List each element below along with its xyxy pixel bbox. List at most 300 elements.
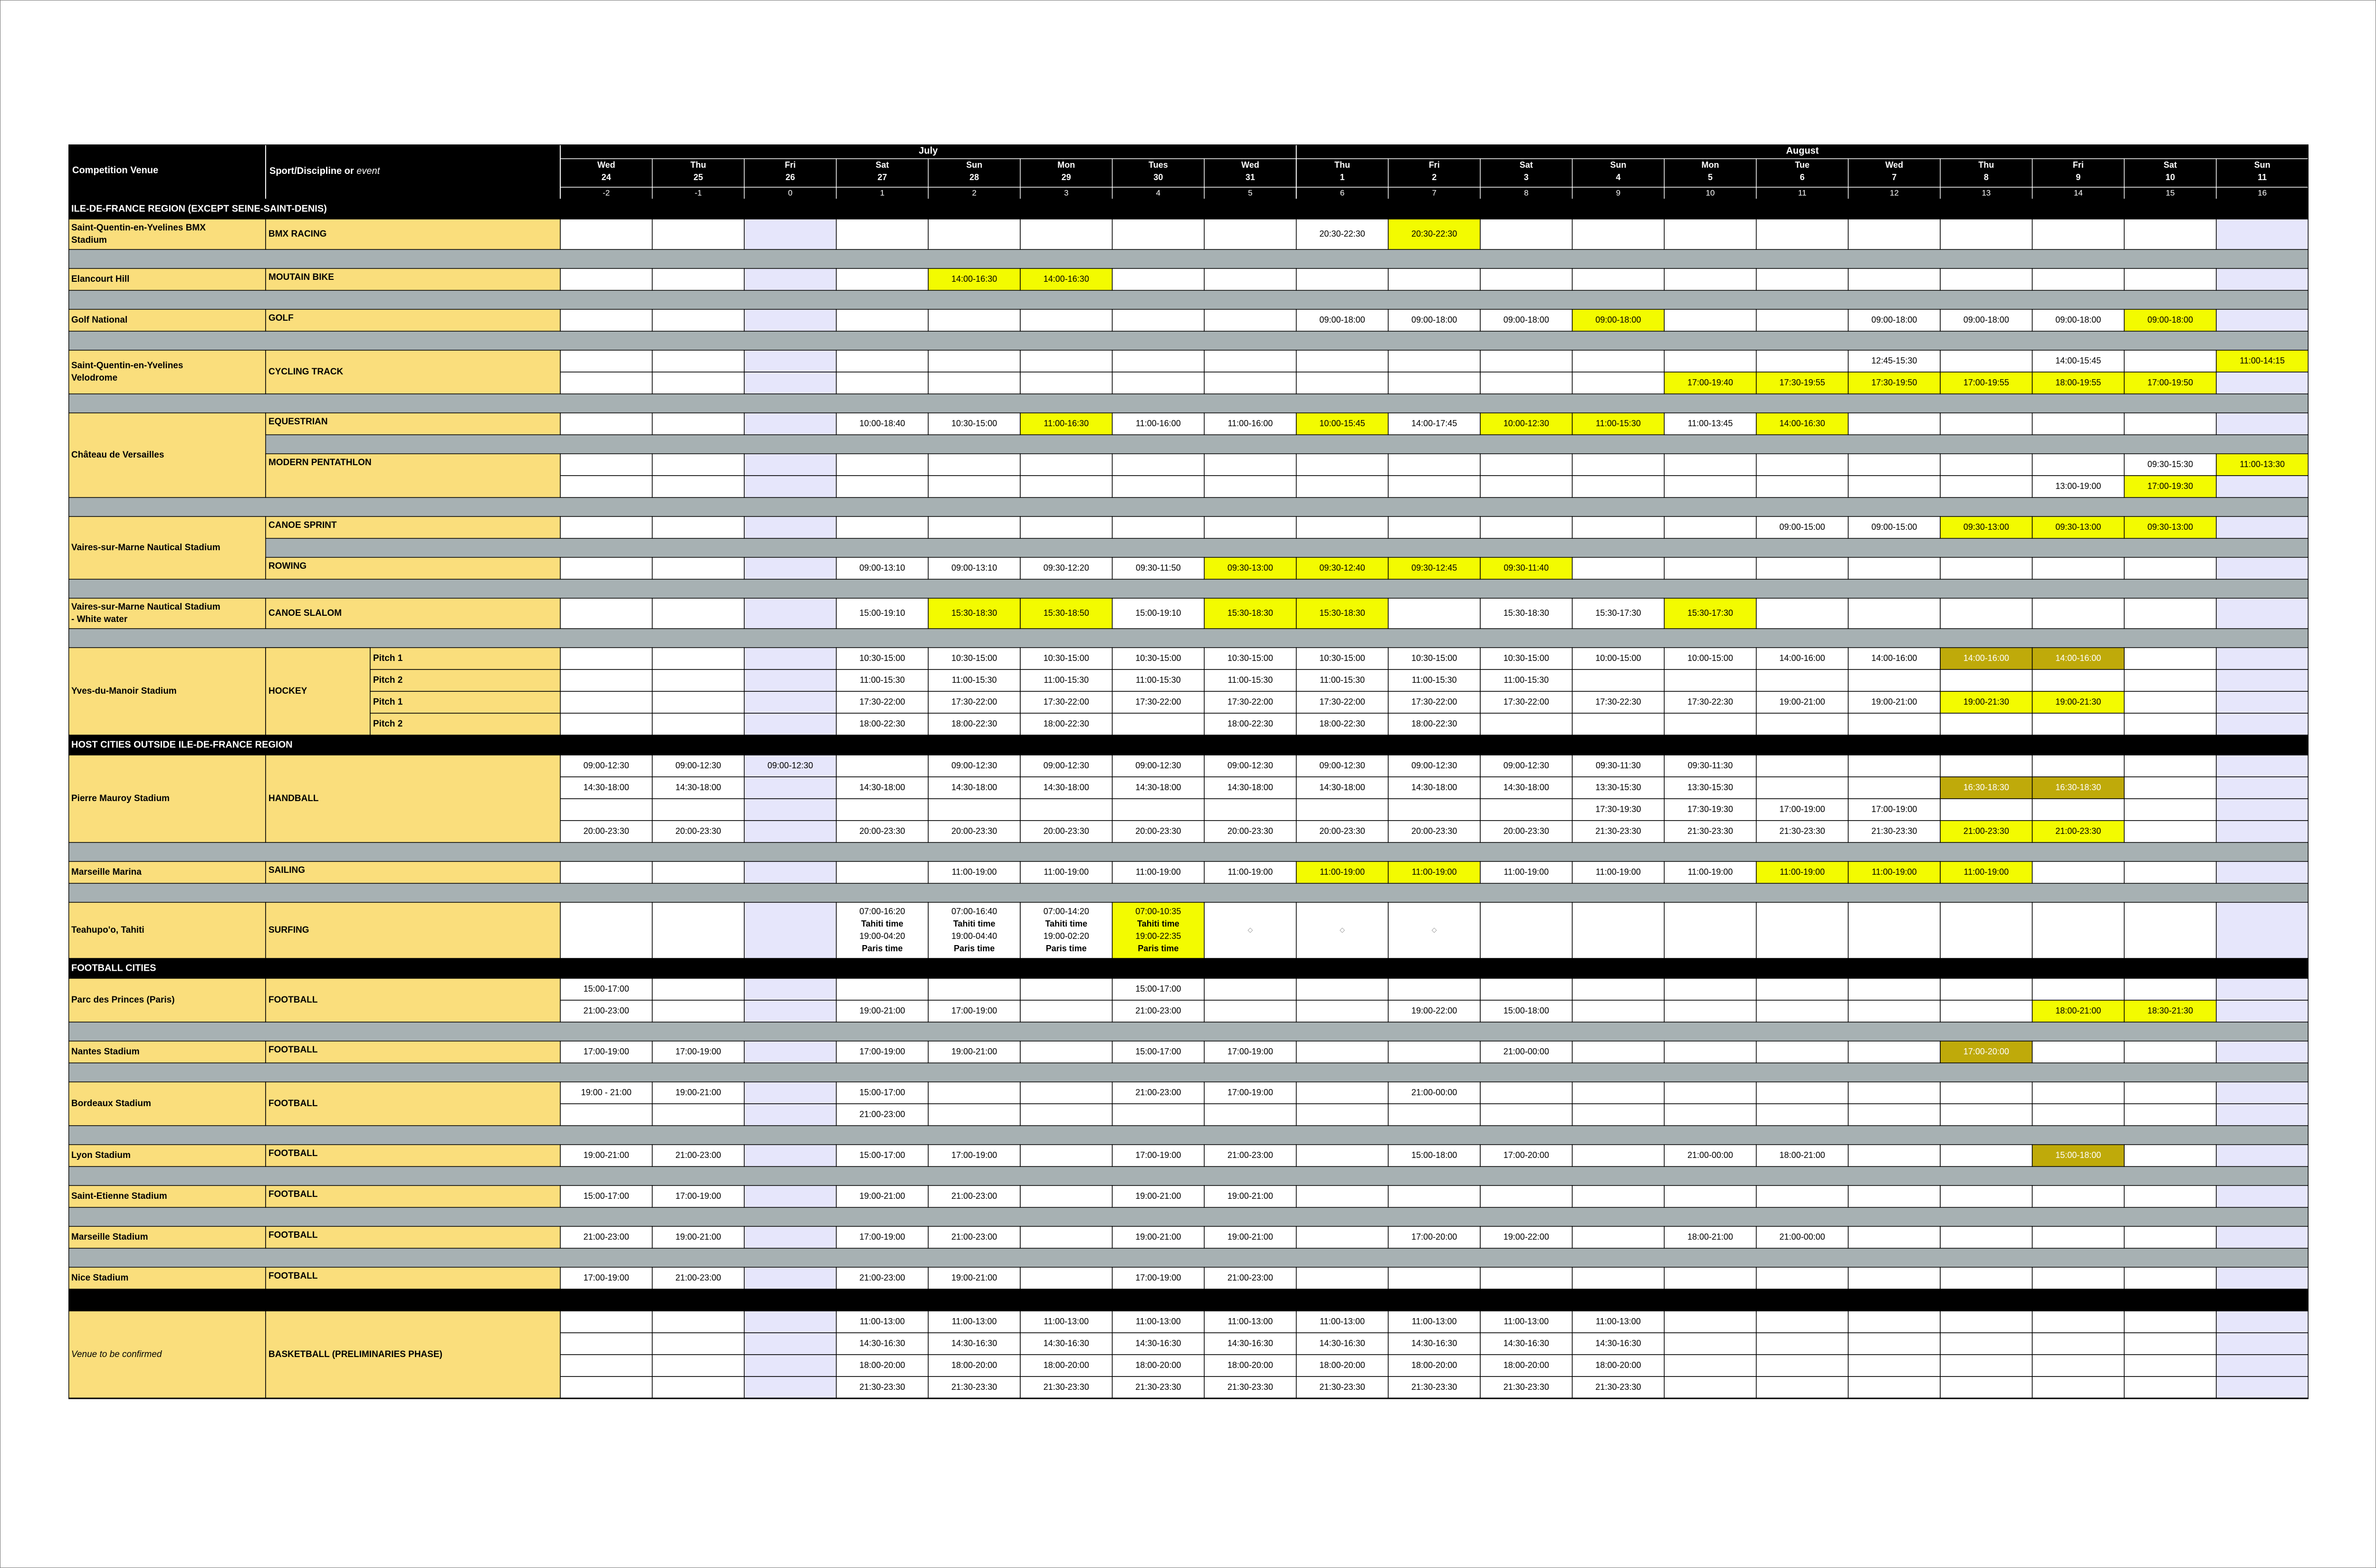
day-date: 10: [2165, 172, 2175, 182]
schedule-cell: [1296, 454, 1389, 476]
schedule-cell: [2124, 1333, 2216, 1355]
spacer-band: [68, 1022, 2309, 1041]
schedule-cell: [1572, 902, 1665, 958]
schedule-cell: [1296, 1082, 1389, 1104]
session-time: 18:00-22:30: [859, 718, 905, 728]
schedule-cell: [2124, 1311, 2216, 1333]
session-time: 10:30-15:00: [1135, 653, 1181, 663]
session-time: 21:00-23:00: [859, 1109, 905, 1119]
session-time: 14:30-16:30: [1595, 1338, 1641, 1348]
session-time: 21:00-23:00: [675, 1272, 721, 1282]
schedule-cell: [1480, 799, 1572, 821]
session-time: 21:00-23:00: [859, 1272, 905, 1282]
session-time: 21:00-23:00: [951, 1232, 997, 1242]
schedule-cell: [1112, 1104, 1205, 1126]
schedule-cell: [2032, 557, 2125, 579]
schedule-cell: [2124, 598, 2216, 629]
olympic-schedule-table: [68, 144, 2309, 1446]
session-time: 15:00-17:00: [1135, 984, 1181, 994]
schedule-cell: [1204, 372, 1296, 394]
schedule-cell: [1664, 309, 1756, 331]
day-number: 10: [1705, 188, 1715, 198]
schedule-cell: [928, 516, 1020, 538]
schedule-cell: [652, 268, 745, 290]
schedule-cell: [560, 454, 652, 476]
schedule-cell: [1664, 454, 1756, 476]
session-time: 15:30-18:30: [1227, 608, 1274, 618]
schedule-cell: [1296, 1000, 1389, 1022]
session-time: Paris time: [862, 943, 903, 953]
schedule-cell: [1020, 219, 1112, 249]
schedule-cell: [1664, 268, 1756, 290]
schedule-cell: [1848, 978, 1940, 1000]
schedule-cell: [1848, 413, 1940, 435]
schedule-cell: [836, 799, 929, 821]
schedule-cell: [652, 861, 745, 883]
session-time: 12:45-15:30: [1871, 355, 1917, 365]
session-time: 21:30-23:30: [1595, 1382, 1641, 1392]
session-time: 11:00-13:00: [1504, 1316, 1549, 1326]
session-time: 11:00-13:45: [1687, 418, 1733, 428]
session-time: 17:30-19:50: [1871, 377, 1917, 387]
session-time: 09:00-12:30: [1319, 760, 1365, 770]
session-time: 09:30-13:00: [1963, 522, 2009, 532]
session-time: 18:00-20:00: [1595, 1360, 1641, 1370]
schedule-cell: [2216, 1186, 2309, 1207]
session-time: 09:30-13:00: [1227, 563, 1274, 573]
schedule-cell: [1020, 309, 1112, 331]
schedule-cell: [1664, 1355, 1756, 1377]
spacer-band: [68, 1063, 2309, 1082]
schedule-cell: [1480, 1267, 1572, 1289]
schedule-cell: [1756, 1333, 1849, 1355]
schedule-cell: [1296, 476, 1389, 497]
schedule-cell: [1756, 1267, 1849, 1289]
schedule-cell: [1756, 557, 1849, 579]
session-time: 13:30-15:30: [1595, 782, 1641, 792]
schedule-cell: [1848, 598, 1940, 629]
schedule-cell: [1572, 557, 1665, 579]
schedule-cell: [1848, 1041, 1940, 1063]
day-date: 6: [1800, 172, 1805, 182]
schedule-cell: [1572, 669, 1665, 691]
schedule-cell: [1296, 1267, 1389, 1289]
session-time: Tahiti time: [953, 918, 996, 928]
session-time: 17:00-20:00: [1411, 1232, 1457, 1242]
schedule-cell: [1480, 268, 1572, 290]
schedule-cell: [1296, 1145, 1389, 1166]
schedule-cell: [2032, 1186, 2125, 1207]
schedule-cell: [2032, 713, 2125, 735]
section-title: FOOTBALL CITIES: [71, 963, 156, 974]
session-time: 14:30-18:00: [1135, 782, 1181, 792]
schedule-cell: [1848, 1226, 1940, 1248]
schedule-cell: [652, 902, 745, 958]
schedule-cell: [1664, 476, 1756, 497]
session-time: 09:30-11:50: [1136, 563, 1181, 573]
schedule-cell: [2124, 1377, 2216, 1398]
pitch-label: Pitch 1: [373, 653, 403, 664]
schedule-cell: [1848, 268, 1940, 290]
session-time: 19:00-04:40: [951, 931, 997, 941]
schedule-cell: [744, 1082, 836, 1104]
day-number: -2: [603, 188, 610, 198]
schedule-cell: [2032, 1226, 2125, 1248]
schedule-cell: [1020, 372, 1112, 394]
session-time: 21:00-23:00: [675, 1150, 721, 1160]
schedule-cell: [652, 476, 745, 497]
session-time: 11:00-15:30: [951, 675, 997, 685]
schedule-cell: [2124, 413, 2216, 435]
session-time: 21:00-23:00: [1227, 1272, 1274, 1282]
session-time: 11:00-19:00: [1411, 867, 1457, 877]
schedule-cell: [744, 1311, 836, 1333]
session-time: 17:00-20:00: [1963, 1046, 2009, 1056]
schedule-cell: [1112, 454, 1205, 476]
schedule-cell: [1296, 1104, 1389, 1126]
session-time: 19:00-21:00: [951, 1046, 997, 1056]
session-time: 15:30-18:30: [951, 608, 997, 618]
session-time: 09:00-18:00: [1411, 315, 1457, 325]
schedule-cell: [652, 691, 745, 713]
sport-name: HANDBALL: [268, 794, 319, 804]
schedule-cell: [744, 1355, 836, 1377]
schedule-cell: [744, 713, 836, 735]
schedule-cell: [652, 713, 745, 735]
sport-name: HOCKEY: [268, 686, 307, 697]
session-time: 09:30-11:30: [1687, 760, 1733, 770]
schedule-cell: [652, 413, 745, 435]
schedule-cell: [2124, 799, 2216, 821]
schedule-cell: [1480, 902, 1572, 958]
schedule-cell: [744, 268, 836, 290]
schedule-cell: [652, 309, 745, 331]
schedule-cell: [1020, 1104, 1112, 1126]
session-time: 14:00-16:30: [951, 274, 997, 284]
schedule-cell: [2124, 1041, 2216, 1063]
session-time: 18:00-20:00: [1043, 1360, 1089, 1370]
schedule-cell: [1848, 1377, 1940, 1398]
schedule-cell: [560, 799, 652, 821]
schedule-cell: [560, 1355, 652, 1377]
session-time: 21:00-00:00: [1411, 1087, 1457, 1097]
schedule-cell: [2216, 1082, 2309, 1104]
schedule-cell: [744, 1226, 836, 1248]
schedule-cell: [1388, 799, 1480, 821]
schedule-cell: [1480, 454, 1572, 476]
session-time: 14:30-16:30: [1135, 1338, 1181, 1348]
session-time: Tahiti time: [1137, 918, 1179, 928]
session-time: 11:00-15:30: [1227, 675, 1273, 685]
schedule-cell: [2216, 1041, 2309, 1063]
session-time: 15:00-19:10: [859, 608, 905, 618]
session-time: 21:30-23:30: [1043, 1382, 1089, 1392]
spacer-band: [68, 538, 2309, 557]
venue-name: Stadium: [71, 235, 107, 246]
schedule-cell: [744, 350, 836, 372]
header-venue-label: Competition Venue: [72, 165, 159, 176]
session-time: 19:00-22:00: [1411, 1005, 1457, 1015]
session-time: 21:30-23:30: [1411, 1382, 1457, 1392]
schedule-cell: [1388, 978, 1480, 1000]
schedule-cell: [744, 1104, 836, 1126]
schedule-cell: [2032, 902, 2125, 958]
schedule-cell: [1112, 219, 1205, 249]
schedule-cell: [1296, 372, 1389, 394]
session-time: 21:00-00:00: [1503, 1046, 1549, 1056]
header-sport-label: Sport/Discipline or event: [269, 166, 380, 177]
schedule-cell: [1848, 557, 1940, 579]
schedule-cell: [1940, 454, 2032, 476]
venue-name: Venue to be confirmed: [71, 1349, 162, 1360]
day-name: Tue: [1795, 160, 1810, 170]
session-time: 07:00-16:40: [951, 906, 997, 916]
session-time: 21:30-23:30: [1227, 1382, 1274, 1392]
schedule-cell: [1940, 476, 2032, 497]
schedule-cell: [928, 219, 1020, 249]
schedule-cell: [1296, 1186, 1389, 1207]
schedule-cell: [1572, 219, 1665, 249]
schedule-cell: [1664, 1082, 1756, 1104]
schedule-cell: [1204, 1000, 1296, 1022]
spacer-band: [68, 629, 2309, 648]
schedule-cell: [744, 516, 836, 538]
schedule-cell: [1756, 1186, 1849, 1207]
venue-name: - White water: [71, 614, 128, 625]
session-time: 09:00-12:30: [675, 760, 721, 770]
day-name: Sun: [966, 160, 983, 170]
venue-name: Parc des Princes (Paris): [71, 995, 175, 1005]
venue-name: Velodrome: [71, 373, 118, 383]
schedule-cell: [928, 372, 1020, 394]
session-time: 17:00-19:00: [951, 1005, 997, 1015]
session-time: 09:00-15:00: [1779, 522, 1825, 532]
session-time: 19:00-21:00: [1779, 697, 1825, 707]
session-time: 10:30-15:00: [1503, 653, 1549, 663]
session-time: 14:30-16:30: [1319, 1338, 1365, 1348]
schedule-cell: [2032, 454, 2125, 476]
schedule-cell: [1940, 1377, 2032, 1398]
day-number: 12: [1889, 188, 1899, 198]
schedule-cell: [836, 268, 929, 290]
session-time: 17:30-22:00: [1503, 697, 1549, 707]
day-name: Thu: [1978, 160, 1994, 170]
day-name: Thu: [1334, 160, 1351, 170]
sport-name: FOOTBALL: [268, 1099, 318, 1109]
schedule-cell: [1572, 1104, 1665, 1126]
schedule-cell: [1296, 799, 1389, 821]
sport-name: FOOTBALL: [268, 1045, 318, 1055]
day-number: 11: [1798, 188, 1807, 198]
session-time: 10:00-15:45: [1319, 418, 1365, 428]
schedule-cell: [744, 777, 836, 799]
session-time: 20:00-23:30: [859, 826, 905, 836]
session-time: 21:30-23:30: [859, 1382, 905, 1392]
schedule-cell: [2032, 1355, 2125, 1377]
month-august: August: [1786, 145, 1819, 156]
session-time: 17:30-22:00: [951, 697, 997, 707]
session-time: 09:30-11:30: [1596, 760, 1641, 770]
schedule-cell: [1112, 713, 1205, 735]
venue-name: Château de Versailles: [71, 450, 164, 460]
schedule-cell: [2124, 1267, 2216, 1289]
schedule-cell: [560, 219, 652, 249]
day-number: 16: [2258, 188, 2267, 198]
session-time: 21:30-23:30: [951, 1382, 997, 1392]
schedule-cell: [652, 978, 745, 1000]
section-title: HOST CITIES OUTSIDE ILE-DE-FRANCE REGION: [71, 739, 293, 750]
schedule-cell: [1572, 372, 1665, 394]
session-time: 20:00-23:30: [675, 826, 721, 836]
schedule-cell: [1940, 1145, 2032, 1166]
session-time: 10:30-15:00: [1043, 653, 1089, 663]
schedule-cell: [1940, 1333, 2032, 1355]
session-time: 17:30-22:00: [1135, 697, 1181, 707]
schedule-cell: [1756, 777, 1849, 799]
session-time: 11:00-13:00: [1227, 1316, 1273, 1326]
session-time: 21:30-23:30: [1319, 1382, 1365, 1392]
schedule-cell: [2124, 1226, 2216, 1248]
schedule-cell: [1204, 268, 1296, 290]
schedule-cell: [744, 799, 836, 821]
table-header: [68, 144, 2309, 199]
session-time: 21:00-23:00: [583, 1232, 629, 1242]
day-number: 1: [880, 188, 885, 198]
session-time: 21:30-23:30: [1135, 1382, 1181, 1392]
schedule-cell: [1664, 1333, 1756, 1355]
session-time: 11:00-15:30: [1411, 675, 1457, 685]
schedule-cell: [1940, 1186, 2032, 1207]
spacer-band: [68, 1126, 2309, 1145]
session-time: 17:30-22:30: [1687, 697, 1734, 707]
schedule-cell: [1112, 476, 1205, 497]
session-time: 21:00-00:00: [1687, 1150, 1734, 1160]
schedule-cell: [1388, 1186, 1480, 1207]
schedule-cell: [1572, 1082, 1665, 1104]
schedule-cell: [928, 978, 1020, 1000]
session-time: 18:00-22:30: [1227, 718, 1274, 728]
schedule-cell: [1940, 413, 2032, 435]
day-name: Fri: [785, 160, 796, 170]
venue-name: Marseille Stadium: [71, 1232, 148, 1243]
session-time: 19:00-21:00: [951, 1272, 997, 1282]
session-time: 14:30-18:00: [1319, 782, 1365, 792]
session-time: 19:00-04:20: [859, 931, 905, 941]
spacer-band: [68, 1207, 2309, 1226]
schedule-cell: [1480, 1186, 1572, 1207]
session-time: 07:00-16:20: [859, 906, 905, 916]
day-number: -1: [694, 188, 702, 198]
schedule-cell: [1296, 516, 1389, 538]
schedule-cell: [1664, 1267, 1756, 1289]
schedule-cell: [1756, 1041, 1849, 1063]
venue-name: Lyon Stadium: [71, 1150, 131, 1161]
schedule-cell: [836, 454, 929, 476]
schedule-cell: [2032, 1104, 2125, 1126]
schedule-cell: [2124, 861, 2216, 883]
session-time: 10:00-18:40: [859, 418, 905, 428]
schedule-cell: [2216, 598, 2309, 629]
schedule-cell: [1664, 1377, 1756, 1398]
schedule-cell: [744, 1186, 836, 1207]
venue-name: Saint-Quentin-en-Yvelines: [71, 361, 183, 371]
schedule-cell: [2124, 902, 2216, 958]
schedule-cell: [2124, 1104, 2216, 1126]
schedule-cell: [1020, 1000, 1112, 1022]
schedule-cell: [560, 669, 652, 691]
schedule-cell: [836, 755, 929, 777]
schedule-cell: [1020, 1267, 1112, 1289]
day-date: 24: [601, 172, 611, 182]
schedule-cell: [1204, 799, 1296, 821]
day-number: 6: [1340, 188, 1345, 198]
schedule-cell: [1572, 476, 1665, 497]
session-time: 17:00-19:00: [951, 1150, 997, 1160]
venue-name: Nantes Stadium: [71, 1047, 140, 1057]
day-date: 1: [1340, 172, 1345, 182]
schedule-cell: [560, 268, 652, 290]
schedule-cell: [744, 413, 836, 435]
schedule-cell: [928, 476, 1020, 497]
session-time: 19:00-21:00: [583, 1150, 629, 1160]
session-time: 19:00 - 21:00: [581, 1087, 632, 1097]
day-date: 28: [969, 172, 979, 182]
session-time: 18:00-22:30: [951, 718, 997, 728]
schedule-cell: [1940, 1311, 2032, 1333]
venue-name: Golf National: [71, 315, 128, 325]
session-time: 17:00-19:50: [2147, 377, 2194, 387]
session-time: 19:00-21:00: [675, 1232, 721, 1242]
session-time: 20:00-23:30: [1135, 826, 1181, 836]
sport-name: FOOTBALL: [268, 1189, 318, 1200]
spacer-band: [68, 579, 2309, 598]
sport-name: MOUTAIN BIKE: [268, 272, 334, 283]
schedule-cell: [1848, 1355, 1940, 1377]
session-time: 19:00-22:00: [1503, 1232, 1549, 1242]
schedule-cell: [560, 350, 652, 372]
schedule-cell: [560, 713, 652, 735]
session-time: 17:30-19:30: [1687, 804, 1734, 814]
schedule-cell: [1572, 350, 1665, 372]
schedule-cell: [1572, 268, 1665, 290]
session-time: 09:00-12:30: [767, 760, 814, 770]
session-time: 17:00-19:00: [1135, 1150, 1181, 1160]
session-time: 09:30-15:30: [2147, 459, 2194, 469]
schedule-cell: [2124, 1355, 2216, 1377]
schedule-cell: [2216, 1226, 2309, 1248]
section-title: ILE-DE-FRANCE REGION (EXCEPT SEINE-SAINT-DENIS): [71, 203, 327, 214]
session-time: 17:30-19:55: [1779, 377, 1825, 387]
schedule-cell: [2216, 861, 2309, 883]
schedule-cell: [652, 557, 745, 579]
schedule-cell: [1664, 1186, 1756, 1207]
session-time: 19:00-21:00: [1135, 1191, 1181, 1201]
sport-name: FOOTBALL: [268, 1230, 318, 1241]
session-time: 20:00-23:30: [1043, 826, 1089, 836]
day-name: Sat: [875, 160, 889, 170]
schedule-cell: [2216, 713, 2309, 735]
session-time: 14:30-16:30: [859, 1338, 905, 1348]
schedule-cell: [744, 598, 836, 629]
schedule-cell: [1848, 1311, 1940, 1333]
session-time: 19:00-21:00: [675, 1087, 721, 1097]
schedule-cell: [836, 516, 929, 538]
session-time: 21:30-23:30: [1871, 826, 1917, 836]
schedule-cell: [1756, 1000, 1849, 1022]
session-time: 14:30-18:00: [1043, 782, 1089, 792]
session-time: 17:30-19:30: [1595, 804, 1641, 814]
schedule-cell: [1296, 268, 1389, 290]
